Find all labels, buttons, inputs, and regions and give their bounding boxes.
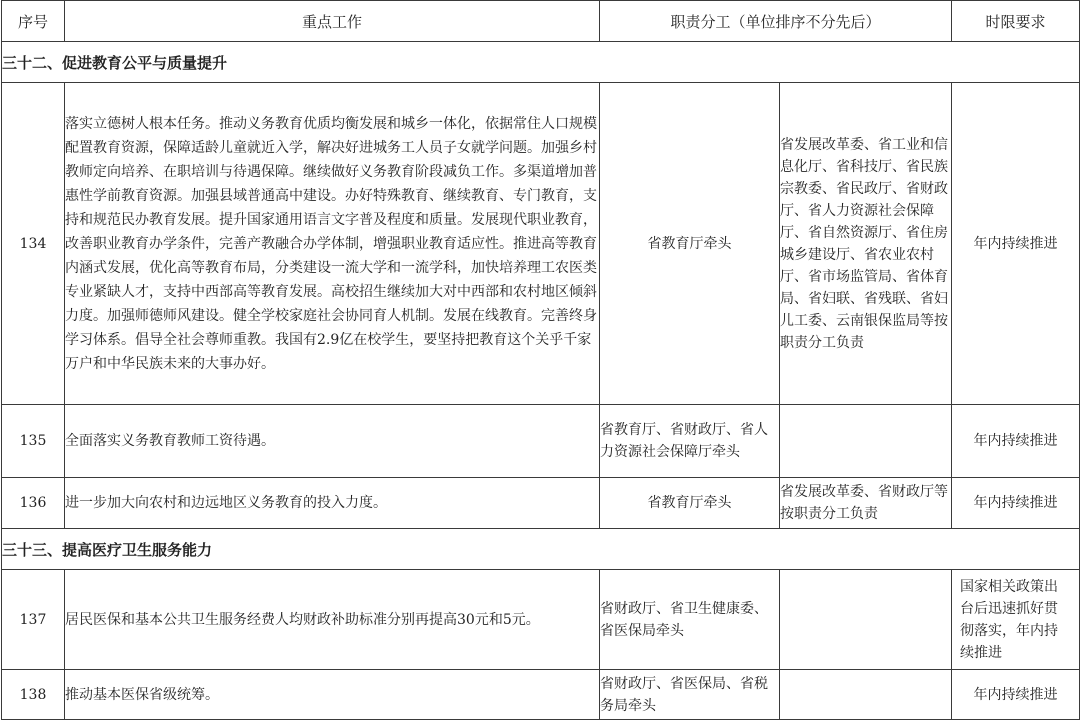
task-text: 全面落实义务教育教师工资待遇。 [65, 405, 600, 478]
work-task-table [1, 0, 1080, 720]
task-text: 落实立德树人根本任务。推动义务教育优质均衡发展和城乡一体化，依据常住人口规模配置教育资源，保障适龄儿童就近入学，解决好进城务工人员子女就学问题。加强乡村教师定向培养、在职培训与待遇保障。继续做好义务教育阶段减负工作。多渠道增加普惠性学前教育资源。加强县域普通高中建设。办好特殊教育、继续教育、专门教育，支持和规范民办教育发展。提升国家通用语言文字普及程度和质量。发展现代职业教育，改善职业教育办学条件，完善产教融合办学体制，增强职业教育适应性。推进高等教育内涵式发展，优化高等教育布局，分类建设一流大学和一流学科，加快培养理工农医类专业紧缺人才，支持中西部高等教育发展。高校招生继续加大对中西部和农村地区倾斜力度。加强师德师风建设。健全学校家庭社会协同育人机制。发展在线教育。完善终身学习体系。倡导全社会尊师重教。我国有2.9亿在校学生，要坚持把教育这个关乎千家万户和中华民族未来的大事办好。 [65, 83, 600, 405]
row-number: 135 [2, 405, 65, 478]
section-title: 三十三、提高医疗卫生服务能力 [2, 529, 1080, 570]
cooperating-depts: 省发展改革委、省财政厅等按职责分工负责 [780, 478, 952, 529]
cooperating-depts [780, 670, 952, 720]
section-row [2, 529, 1080, 570]
lead-dept: 省教育厅牵头 [600, 478, 780, 529]
table-row [2, 670, 1080, 720]
header-task: 重点工作 [65, 1, 600, 42]
cooperating-depts [780, 405, 952, 478]
row-number: 137 [2, 570, 65, 670]
header-num: 序号 [2, 1, 65, 42]
table-row [2, 570, 1080, 670]
row-number: 138 [2, 670, 65, 720]
deadline: 年内持续推进 [952, 478, 1080, 529]
table-row [2, 405, 1080, 478]
lead-dept: 省教育厅、省财政厅、省人力资源社会保障厅牵头 [600, 405, 780, 478]
section-title: 三十二、促进教育公平与质量提升 [2, 42, 1080, 83]
lead-dept: 省财政厅、省卫生健康委、省医保局牵头 [600, 570, 780, 670]
task-text: 进一步加大向农村和边远地区义务教育的投入力度。 [65, 478, 600, 529]
header-deadline: 时限要求 [952, 1, 1080, 42]
header-responsibility: 职责分工（单位排序不分先后） [600, 1, 952, 42]
lead-dept: 省教育厅牵头 [600, 83, 780, 405]
section-row [2, 42, 1080, 83]
header-row [2, 1, 1080, 42]
deadline: 年内持续推进 [952, 670, 1080, 720]
row-number: 134 [2, 83, 65, 405]
deadline: 国家相关政策出台后迅速抓好贯彻落实，年内持续推进 [952, 570, 1080, 670]
lead-dept: 省财政厅、省医保局、省税务局牵头 [600, 670, 780, 720]
cooperating-depts: 省发展改革委、省工业和信息化厅、省科技厅、省民族宗教委、省民政厅、省财政厅、省人力资源社会保障厅、省自然资源厅、省住房城乡建设厅、省农业农村厅、省市场监管局、省体育局、省妇联、省残联、省妇儿工委、云南银保监局等按职责分工负责 [780, 83, 952, 405]
row-number: 136 [2, 478, 65, 529]
deadline: 年内持续推进 [952, 83, 1080, 405]
cooperating-depts [780, 570, 952, 670]
table-row [2, 478, 1080, 529]
task-text: 推动基本医保省级统筹。 [65, 670, 600, 720]
table-row [2, 83, 1080, 405]
deadline: 年内持续推进 [952, 405, 1080, 478]
task-text: 居民医保和基本公共卫生服务经费人均财政补助标准分别再提高30元和5元。 [65, 570, 600, 670]
